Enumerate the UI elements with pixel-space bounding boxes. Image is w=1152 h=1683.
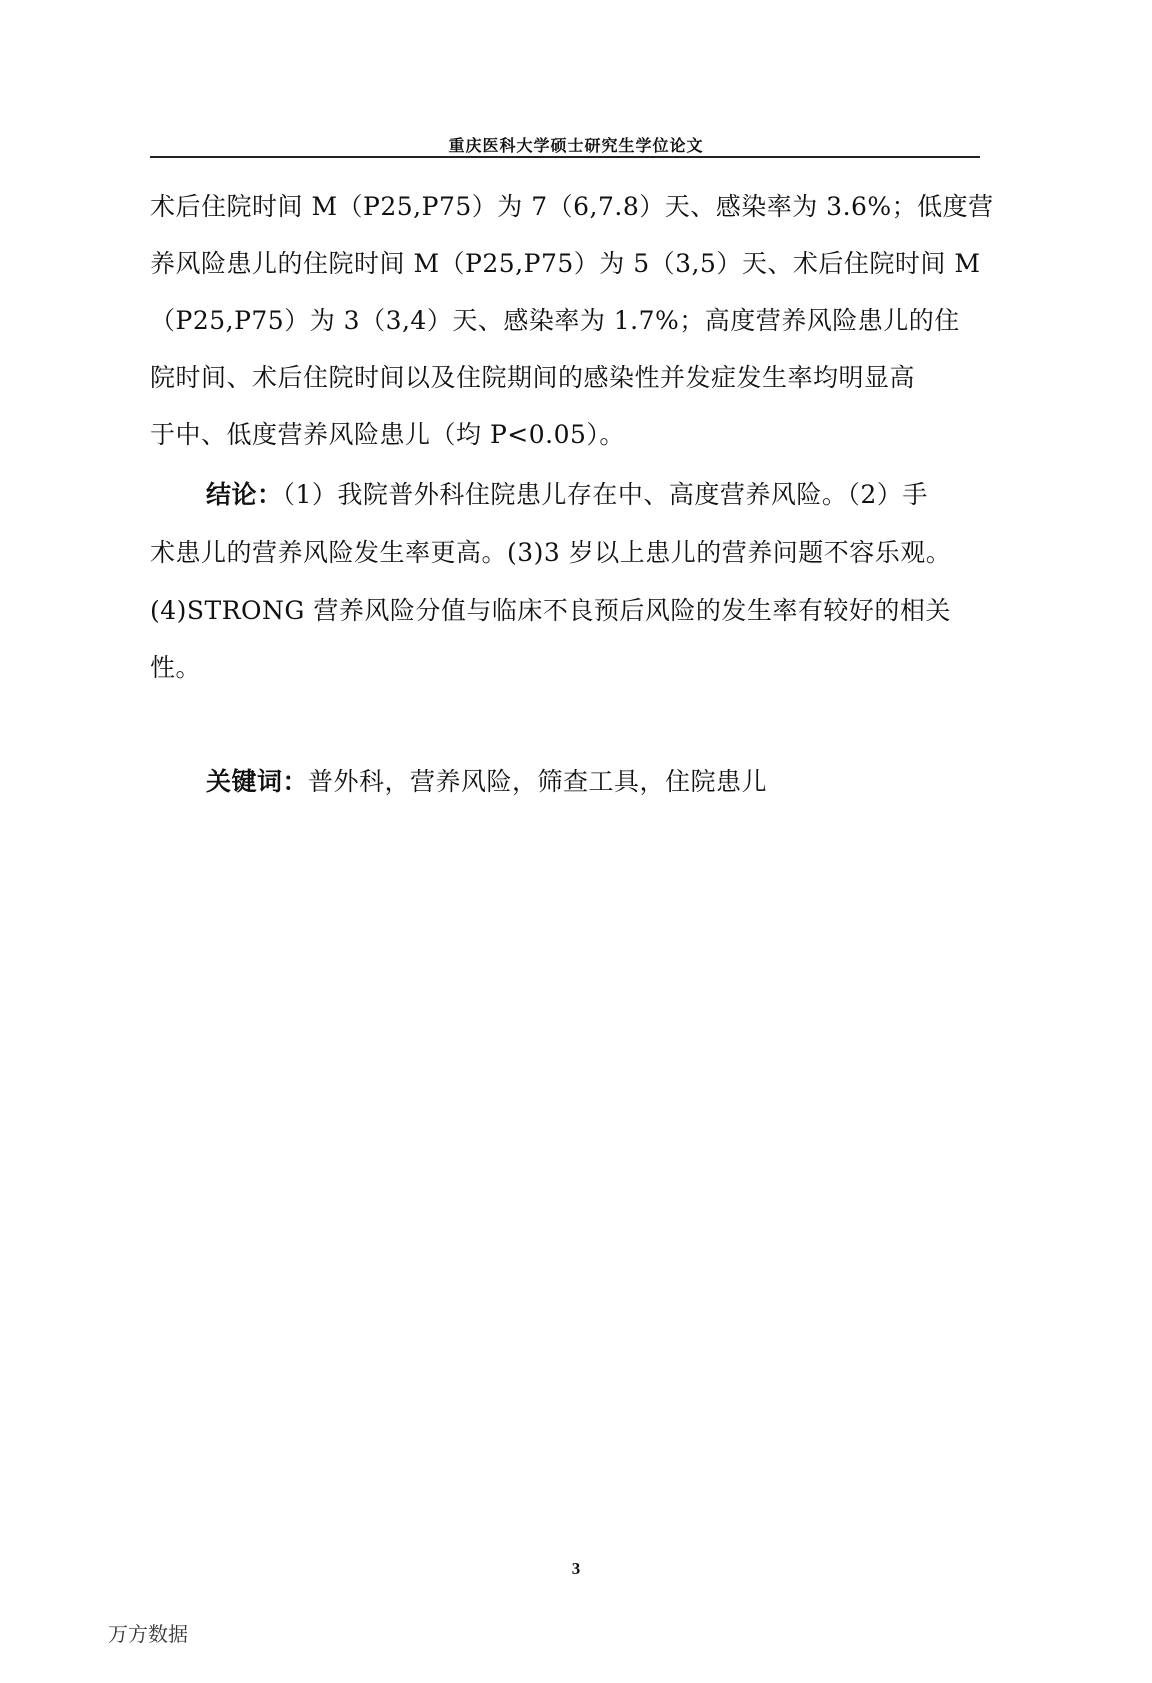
watermark-text: 万方数据 (108, 1622, 188, 1646)
conclusion-label: 结论： (206, 480, 283, 509)
conclusion-paragraph-start (206, 478, 980, 512)
conclusion-line: 术患儿的营养风险发生率更高。(3)3 岁以上患儿的营养问题不容乐观。 (150, 538, 952, 567)
running-header-title: 重庆医科大学硕士研究生学位论文 (448, 136, 704, 155)
body-line: 术后住院时间 M（P25,P75）为 7（6,7.8）天、感染率为 3.6%；低度营 (150, 192, 994, 221)
header-rule (150, 156, 980, 158)
body-line: 院时间、术后住院时间以及住院期间的感染性并发症发生率均明显高 (150, 363, 916, 392)
keywords-text: 普外科，营养风险，筛查工具，住院患儿 (308, 767, 768, 796)
keywords-label: 关键词： (206, 767, 309, 796)
body-line: 养风险患儿的住院时间 M（P25,P75）为 5（3,5）天、术后住院时间 M (150, 249, 981, 278)
conclusion-line: 性。 (150, 653, 202, 682)
body-line: （P25,P75）为 3（3,4）天、感染率为 1.7%；高度营养风险患儿的住 (150, 306, 960, 335)
body-line: 于中、低度营养风险患儿（均 P<0.05）。 (150, 420, 625, 449)
page-number: 3 (571, 1559, 581, 1578)
keywords-line (206, 765, 980, 799)
conclusion-line: (4)STRONG 营养风险分值与临床不良预后风险的发生率有较好的相关 (150, 596, 951, 625)
conclusion-first-line: （1）我院普外科住院患儿存在中、高度营养风险。（2）手 (282, 480, 928, 509)
